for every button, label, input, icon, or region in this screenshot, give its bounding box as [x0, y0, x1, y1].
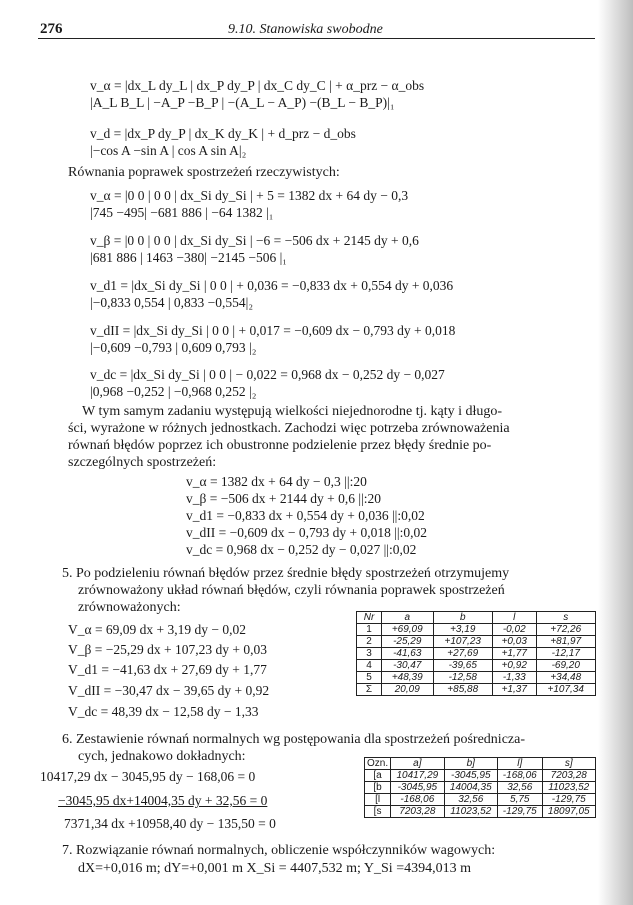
table-header: l [492, 612, 536, 624]
table-cell: +34,48 [536, 672, 596, 684]
paragraph-line: W tym samym zadaniu występują wielkości niejednorodne tj. kąty i długo- [82, 404, 503, 419]
item5-eq: V_dc = 48,39 dx − 12,58 dy − 1,33 [68, 704, 259, 719]
table-cell: 11023,52 [542, 782, 595, 794]
eq-mid-line: |681 886 | 1463 −380| −2145 −506 |₁ [90, 250, 287, 265]
page-edge-shadow [598, 0, 633, 905]
item5-line: zrównoważony układ równań błędów, czyli równania poprawek spostrzeżeń [78, 583, 505, 598]
table-row [365, 794, 596, 806]
table-cell: [b [365, 782, 391, 794]
table-cell: +48,39 [382, 672, 434, 684]
item6-eq: −3045,95 dx+14004,35 dy + 32,56 = 0 [58, 793, 268, 808]
table-header: b [433, 612, 492, 624]
table-cell: 32,56 [444, 794, 497, 806]
table-cell: +72,26 [536, 624, 596, 636]
table-header-row [357, 612, 596, 624]
table-cell: [a [365, 770, 391, 782]
table-cell: [s [365, 806, 391, 818]
table-cell: 20,09 [382, 684, 434, 696]
eq-mid-line: |0,968 −0,252 | −0,968 0,252 |₂ [90, 384, 257, 399]
system-eq: v_dII = −0,609 dx − 0,793 dy + 0,018 ||:0,02 [186, 525, 427, 540]
table-cell: -0,02 [492, 624, 536, 636]
eq-mid-line: v_α = |0 0 | 0 0 | dx_Si dy_Si | + 5 = 1382 dx + 64 dy − 0,3 [90, 188, 409, 203]
table-cell: [l [365, 794, 391, 806]
item5-line: zrównoważonych: [78, 600, 181, 615]
table-cell: +27,69 [433, 648, 492, 660]
table-cell: +85,88 [433, 684, 492, 696]
table-cell: 3 [357, 648, 382, 660]
eq-top-line: |A_L B_L | −A_P −B_P | −(A_L − A_P) −(B_L − B_P)|₁ [90, 95, 395, 110]
table-cell: +1,37 [492, 684, 536, 696]
eq-top-line: |−cos A −sin A | cos A sin A|₂ [90, 143, 247, 158]
eq-mid-line: v_dc = |dx_Si dy_Si | 0 0 | − 0,022 = 0,968 dx − 0,252 dy − 0,027 [90, 367, 445, 382]
table-cell: 5,75 [498, 794, 543, 806]
table-cell: 5 [357, 672, 382, 684]
table-cell: 4 [357, 660, 382, 672]
table-cell: -12,58 [433, 672, 492, 684]
eq-mid-line: v_dII = |dx_Si dy_Si | 0 0 | + 0,017 = −0,609 dx − 0,793 dy + 0,018 [90, 323, 456, 338]
table-cell: +0,03 [492, 636, 536, 648]
table-cell: -3045,95 [391, 782, 444, 794]
table-cell: 11023,52 [444, 806, 497, 818]
system-eq: v_β = −506 dx + 2144 dy + 0,6 ||:20 [186, 491, 381, 506]
table-cell: 2 [357, 636, 382, 648]
table-cell: 32,56 [498, 782, 543, 794]
table-row [357, 648, 596, 660]
table-cell: 18097,05 [542, 806, 595, 818]
item6-eq: 10417,29 dx − 3045,95 dy − 168,06 = 0 [40, 769, 256, 784]
item6-eq: 7371,34 dx +10958,40 dy − 135,50 = 0 [64, 816, 276, 831]
item7-line2: dX=+0,016 m; dY=+0,001 m X_Si = 4407,532 m; Y_Si =4394,013 m [78, 861, 471, 876]
item6-line: 6. Zestawienie równań normalnych wg postępowania dla spostrzeżeń pośrednicza- [62, 732, 526, 747]
table-cell: 1 [357, 624, 382, 636]
system-eq: v_dc = 0,968 dx − 0,252 dy − 0,027 ||:0,02 [186, 542, 417, 557]
item5-table [356, 611, 596, 696]
page-number: 276 [40, 21, 63, 37]
item5-eq: V_dII = −30,47 dx − 39,65 dy + 0,92 [68, 683, 270, 698]
table-cell: -129,75 [498, 806, 543, 818]
paragraph-line: szczególnych spostrzeżeń: [68, 455, 217, 470]
table-cell: +0,92 [492, 660, 536, 672]
paragraph-line: ści, wyrażone w różnych jednostkach. Zachodzi więc potrzeba zrównoważenia [68, 421, 510, 436]
header-rule [38, 38, 595, 39]
table-cell: 10417,29 [391, 770, 444, 782]
table-header: s] [542, 758, 595, 770]
item5-eq: V_d1 = −41,63 dx + 27,69 dy + 1,77 [68, 662, 267, 677]
table-cell: 7203,28 [391, 806, 444, 818]
table-cell: -25,29 [382, 636, 434, 648]
table-cell: 14004,35 [444, 782, 497, 794]
eq-mid-line: |−0,609 −0,793 | 0,609 0,793 |₂ [90, 340, 257, 355]
item5-eq: V_α = 69,09 dx + 3,19 dy − 0,02 [68, 622, 247, 637]
system-eq: v_α = 1382 dx + 64 dy − 0,3 ||:20 [186, 474, 367, 489]
table-cell: 7203,28 [542, 770, 595, 782]
paragraph-rzecz: Równania poprawek spostrzeżeń rzeczywistych: [68, 165, 340, 180]
eq-mid-line: |−0,833 0,554 | 0,833 −0,554|₂ [90, 295, 254, 310]
table-header: Ozn. [365, 758, 391, 770]
table-row [357, 660, 596, 672]
table-cell: +3,19 [433, 624, 492, 636]
item5-line: 5. Po podzieleniu równań błędów przez średnie błędy spostrzeżeń otrzymujemy [62, 566, 510, 581]
table-cell: -3045,95 [444, 770, 497, 782]
table-row [365, 782, 596, 794]
table-row [357, 624, 596, 636]
item6-table [364, 757, 596, 818]
table-cell: +107,34 [536, 684, 596, 696]
table-header: a] [391, 758, 444, 770]
table-header: Nr [357, 612, 382, 624]
eq-top-line: v_d = |dx_P dy_P | dx_K dy_K | + d_prz − d_obs [90, 126, 356, 141]
table-header: l] [498, 758, 543, 770]
item5-eq: V_β = −25,29 dx + 107,23 dy + 0,03 [68, 642, 267, 657]
table-cell: -30,47 [382, 660, 434, 672]
paragraph-line: równań błędów poprzez ich obustronne podzielenie przez błędy średnie po- [68, 438, 492, 453]
table-cell: +81,97 [536, 636, 596, 648]
item7-line1: 7. Rozwiązanie równań normalnych, obliczenie współczynników wagowych: [62, 843, 496, 858]
system-eq: v_d1 = −0,833 dx + 0,554 dy + 0,036 ||:0,02 [186, 508, 425, 523]
table-header: b] [444, 758, 497, 770]
table-cell: -168,06 [391, 794, 444, 806]
item6-line: cych, jednakowo dokładnych: [78, 749, 246, 764]
table-row [357, 636, 596, 648]
table-header: s [536, 612, 596, 624]
eq-top-line: v_α = |dx_L dy_L | dx_P dy_P | dx_C dy_C | + α_prz − α_obs [90, 78, 425, 93]
eq-mid-line: |745 −495| −681 886 | −64 1382 |₁ [90, 205, 274, 220]
table-cell: -39,65 [433, 660, 492, 672]
table-row [357, 684, 596, 696]
table-header-row [365, 758, 596, 770]
table-cell: -1,33 [492, 672, 536, 684]
table-cell: -69,20 [536, 660, 596, 672]
table-cell: +69,09 [382, 624, 434, 636]
table-row [357, 672, 596, 684]
eq-mid-line: v_β = |0 0 | 0 0 | dx_Si dy_Si | −6 = −506 dx + 2145 dy + 0,6 [90, 233, 419, 248]
table-row [365, 806, 596, 818]
table-row [365, 770, 596, 782]
table-cell: +107,23 [433, 636, 492, 648]
table-cell: -41,63 [382, 648, 434, 660]
table-header: a [382, 612, 434, 624]
table-cell: -129,75 [542, 794, 595, 806]
table-cell: -168,06 [498, 770, 543, 782]
running-title: 9.10. Stanowiska swobodne [228, 22, 383, 37]
table-cell: Σ [357, 684, 382, 696]
table-cell: +1,77 [492, 648, 536, 660]
table-cell: -12,17 [536, 648, 596, 660]
eq-mid-line: v_d1 = |dx_Si dy_Si | 0 0 | + 0,036 = −0,833 dx + 0,554 dy + 0,036 [90, 278, 454, 293]
